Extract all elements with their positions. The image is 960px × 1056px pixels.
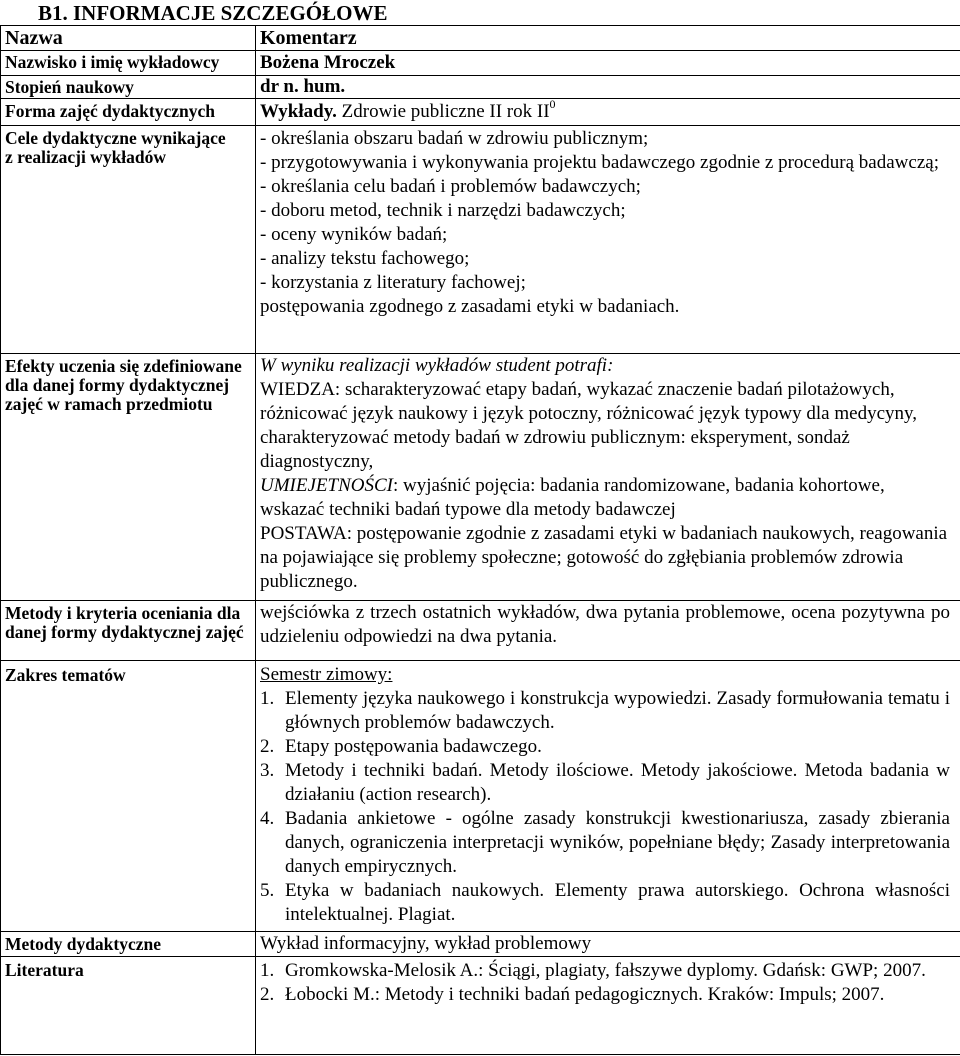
outcomes-skills-text: : wyjaśnić pojęcia: badania randomizowane, badania kohortowe, wskazać techniki badań typowe dla metody badawczej — [260, 475, 885, 520]
goals-list — [260, 127, 960, 319]
methods-row — [1, 932, 960, 957]
topic-text: Elementy języka naukowego i konstrukcja wypowiedzi. Zasady formułowania tematu i głównych problemów badawczych. — [285, 688, 950, 733]
topics-semester: Semestr zimowy: — [260, 664, 393, 685]
topic-number: 4. — [260, 808, 275, 829]
section-title: B1. INFORMACJE SZCZEGÓŁOWE — [38, 1, 388, 25]
outcomes-label: Efekty uczenia się zdefiniowane dla danej formy dydaktycznej zajęć w ramach przedmiotu — [1, 354, 256, 601]
degree-row — [1, 76, 960, 99]
topic-text: Badania ankietowe - ogólne zasady konstrukcji kwestionariusza, zasady zbierania danych, ograniczenia interpretacji wyników, popełniane błędy; Zasady interpretowania danych empirycznych. — [285, 808, 950, 877]
goal-item: - określania obszaru badań w zdrowiu publicznym; — [260, 128, 649, 149]
lecturer-value: Bożena Mroczek — [256, 51, 960, 76]
header-comment: Komentarz — [256, 26, 960, 51]
course-details-table — [0, 25, 960, 1055]
topic-item — [260, 879, 960, 927]
outcomes-knowledge: WIEDZA: scharakteryzować etapy badań, wykazać znaczenie badań pilotażowych, różnicować język naukowy i język potoczny, różnicować język typowy dla medycyny, charakteryzować metody badań w zdrowiu publicznym: eksperyment, sondaż diagnostyczny, — [260, 379, 918, 472]
topic-number: 2. — [260, 736, 275, 757]
topics-value — [256, 661, 960, 932]
form-value-superscript: 0 — [549, 96, 556, 111]
form-value-type: Wykłady. — [260, 101, 337, 122]
literature-text: Łobocki M.: Metody i techniki badań pedagogicznych. Kraków: Impuls; 2007. — [285, 984, 885, 1005]
topic-number: 3. — [260, 760, 275, 781]
methods-value: Wykład informacyjny, wykład problemowy — [256, 932, 960, 957]
header-name: Nazwa — [1, 26, 256, 51]
goal-item: - korzystania z literatury fachowej; — [260, 272, 526, 293]
topic-item — [260, 759, 960, 807]
degree-value: dr n. hum. — [256, 76, 960, 99]
literature-text: Gromkowska-Melosik A.: Ściągi, plagiaty, fałszywe dyplomy. Gdańsk: GWP; 2007. — [285, 960, 926, 981]
goals-label-line1: Cele dydaktyczne wynikające — [5, 128, 226, 148]
form-value-course: Zdrowie publiczne II rok II — [336, 101, 550, 122]
methods-label: Metody dydaktyczne — [1, 932, 256, 957]
outcomes-intro: W wyniku realizacji wykładów student potrafi: — [260, 355, 614, 376]
literature-list — [260, 959, 960, 1007]
outcomes-skills — [260, 474, 952, 522]
topic-text: Etapy postępowania badawczego. — [285, 736, 542, 757]
topic-number: 1. — [260, 688, 275, 709]
topic-text: Metody i techniki badań. Metody ilościowe. Metody jakościowe. Metoda badania w działaniu (action research). — [285, 760, 950, 805]
topic-text: Etyka w badaniach naukowych. Elementy prawa autorskiego. Ochrona własności intelektualnej. Plagiat. — [285, 880, 950, 925]
table-header-row — [1, 26, 960, 51]
goals-label-line2: z realizacji wykładów — [5, 147, 167, 167]
goal-item: - oceny wyników badań; — [260, 224, 448, 245]
goals-row — [1, 126, 960, 354]
topics-label: Zakres tematów — [1, 661, 256, 932]
topics-row — [1, 661, 960, 932]
outcomes-skills-label: UMIEJETNOŚCI — [260, 475, 393, 496]
goals-value — [256, 126, 960, 354]
degree-label: Stopień naukowy — [1, 76, 256, 99]
literature-value — [256, 957, 960, 1055]
literature-item — [260, 959, 960, 983]
topic-item — [260, 735, 960, 759]
topic-number: 5. — [260, 880, 275, 901]
topic-item — [260, 807, 960, 879]
outcomes-row — [1, 354, 960, 601]
assessment-value: wejściówka z trzech ostatnich wykładów, dwa pytania problemowe, ocena pozytywna po udzieleniu odpowiedzi na dwa pytania. — [256, 601, 960, 661]
lecturer-label: Nazwisko i imię wykładowcy — [1, 51, 256, 76]
goal-item: - analizy tekstu fachowego; — [260, 248, 470, 269]
form-row — [1, 99, 960, 126]
literature-row — [1, 957, 960, 1055]
topics-list — [260, 687, 960, 927]
outcomes-attitude: POSTAWA: postępowanie zgodnie z zasadami etyki w badaniach naukowych, reagowania na pojawiające się problemy społeczne; gotowość do zgłębiania problemów zdrowia publicznego. — [260, 523, 948, 592]
literature-item — [260, 983, 960, 1007]
lecturer-row — [1, 51, 960, 76]
assessment-row — [1, 601, 960, 661]
literature-number: 2. — [260, 984, 275, 1005]
topic-item — [260, 687, 960, 735]
goals-label — [1, 126, 256, 354]
outcomes-value — [256, 354, 960, 601]
goal-item: - doboru metod, technik i narzędzi badawczych; — [260, 200, 626, 221]
form-label: Forma zajęć dydaktycznych — [1, 99, 256, 126]
assessment-label: Metody i kryteria oceniania dla danej formy dydaktycznej zajęć — [1, 601, 256, 661]
goal-item: postępowania zgodnego z zasadami etyki w badaniach. — [260, 296, 680, 317]
literature-label: Literatura — [1, 957, 256, 1055]
goal-item: - przygotowywania i wykonywania projektu badawczego zgodnie z procedurą badawczą; — [260, 152, 939, 173]
goal-item: - określania celu badań i problemów badawczych; — [260, 176, 641, 197]
literature-number: 1. — [260, 960, 275, 981]
form-value — [256, 96, 960, 126]
